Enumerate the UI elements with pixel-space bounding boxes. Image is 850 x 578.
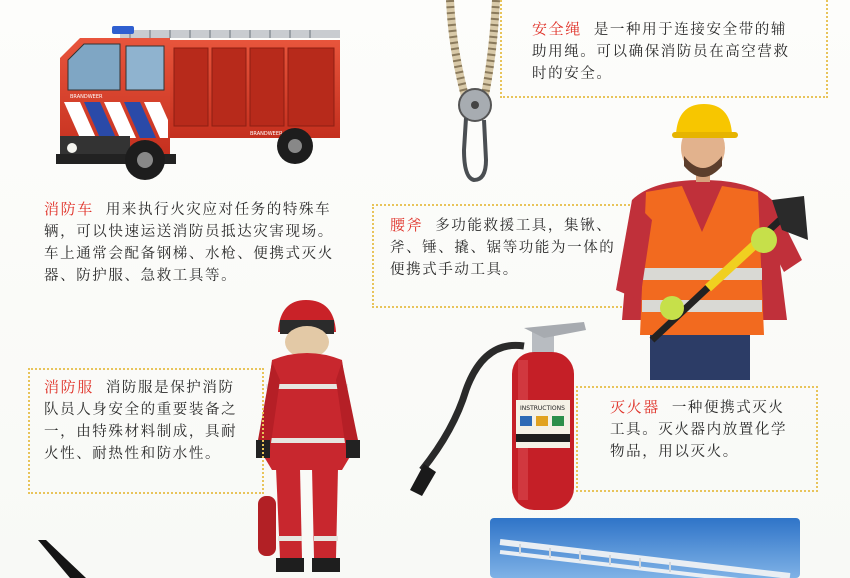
truck-side-label: BRANDWEER (250, 131, 283, 137)
aerial-ladder-image (490, 518, 800, 578)
extinguisher-label: INSTRUCTIONS (520, 405, 565, 412)
rope-entry (532, 18, 794, 85)
suit-entry (44, 376, 250, 465)
firetruck-entry (44, 198, 334, 287)
axe-entry (390, 214, 622, 281)
firetruck-term: 消防车 (44, 200, 94, 218)
worker-with-axe-image (612, 100, 817, 380)
extinguisher-description: 一种便携式灭火工具。灭火器内放置化学物品，用以灭火。 (610, 400, 788, 460)
suit-description: 消防服是保护消防队员人身安全的重要装备之一，由特殊材料制成，具耐火性、耐热性和防水性。 (44, 380, 238, 462)
fire-truck-image (50, 18, 350, 186)
rope-term: 安全绳 (532, 20, 582, 38)
extinguisher-term: 灭火器 (610, 398, 660, 416)
suit-term: 消防服 (44, 378, 94, 396)
partial-object-image (30, 540, 90, 578)
extinguisher-entry (610, 396, 800, 463)
rope-description: 是一种用于连接安全带的辅助用绳。可以确保消防员在高空营救时的安全。 (532, 22, 790, 82)
truck-front-label: BRANDWEER (70, 94, 103, 100)
firefighter-suit-image (250, 300, 370, 578)
fire-extinguisher-image (404, 320, 604, 516)
axe-description: 多功能救援工具，集锹、斧、锤、撬、锯等功能为一体的便携式手动工具。 (390, 218, 616, 278)
axe-term: 腰斧 (390, 216, 424, 234)
firetruck-description: 用来执行火灾应对任务的特殊车辆，可以快速运送消防员抵达灾害现场。车上通常会配备钢梯、水枪、便携式灭火器、防护服、急救工具等。 (44, 202, 334, 284)
